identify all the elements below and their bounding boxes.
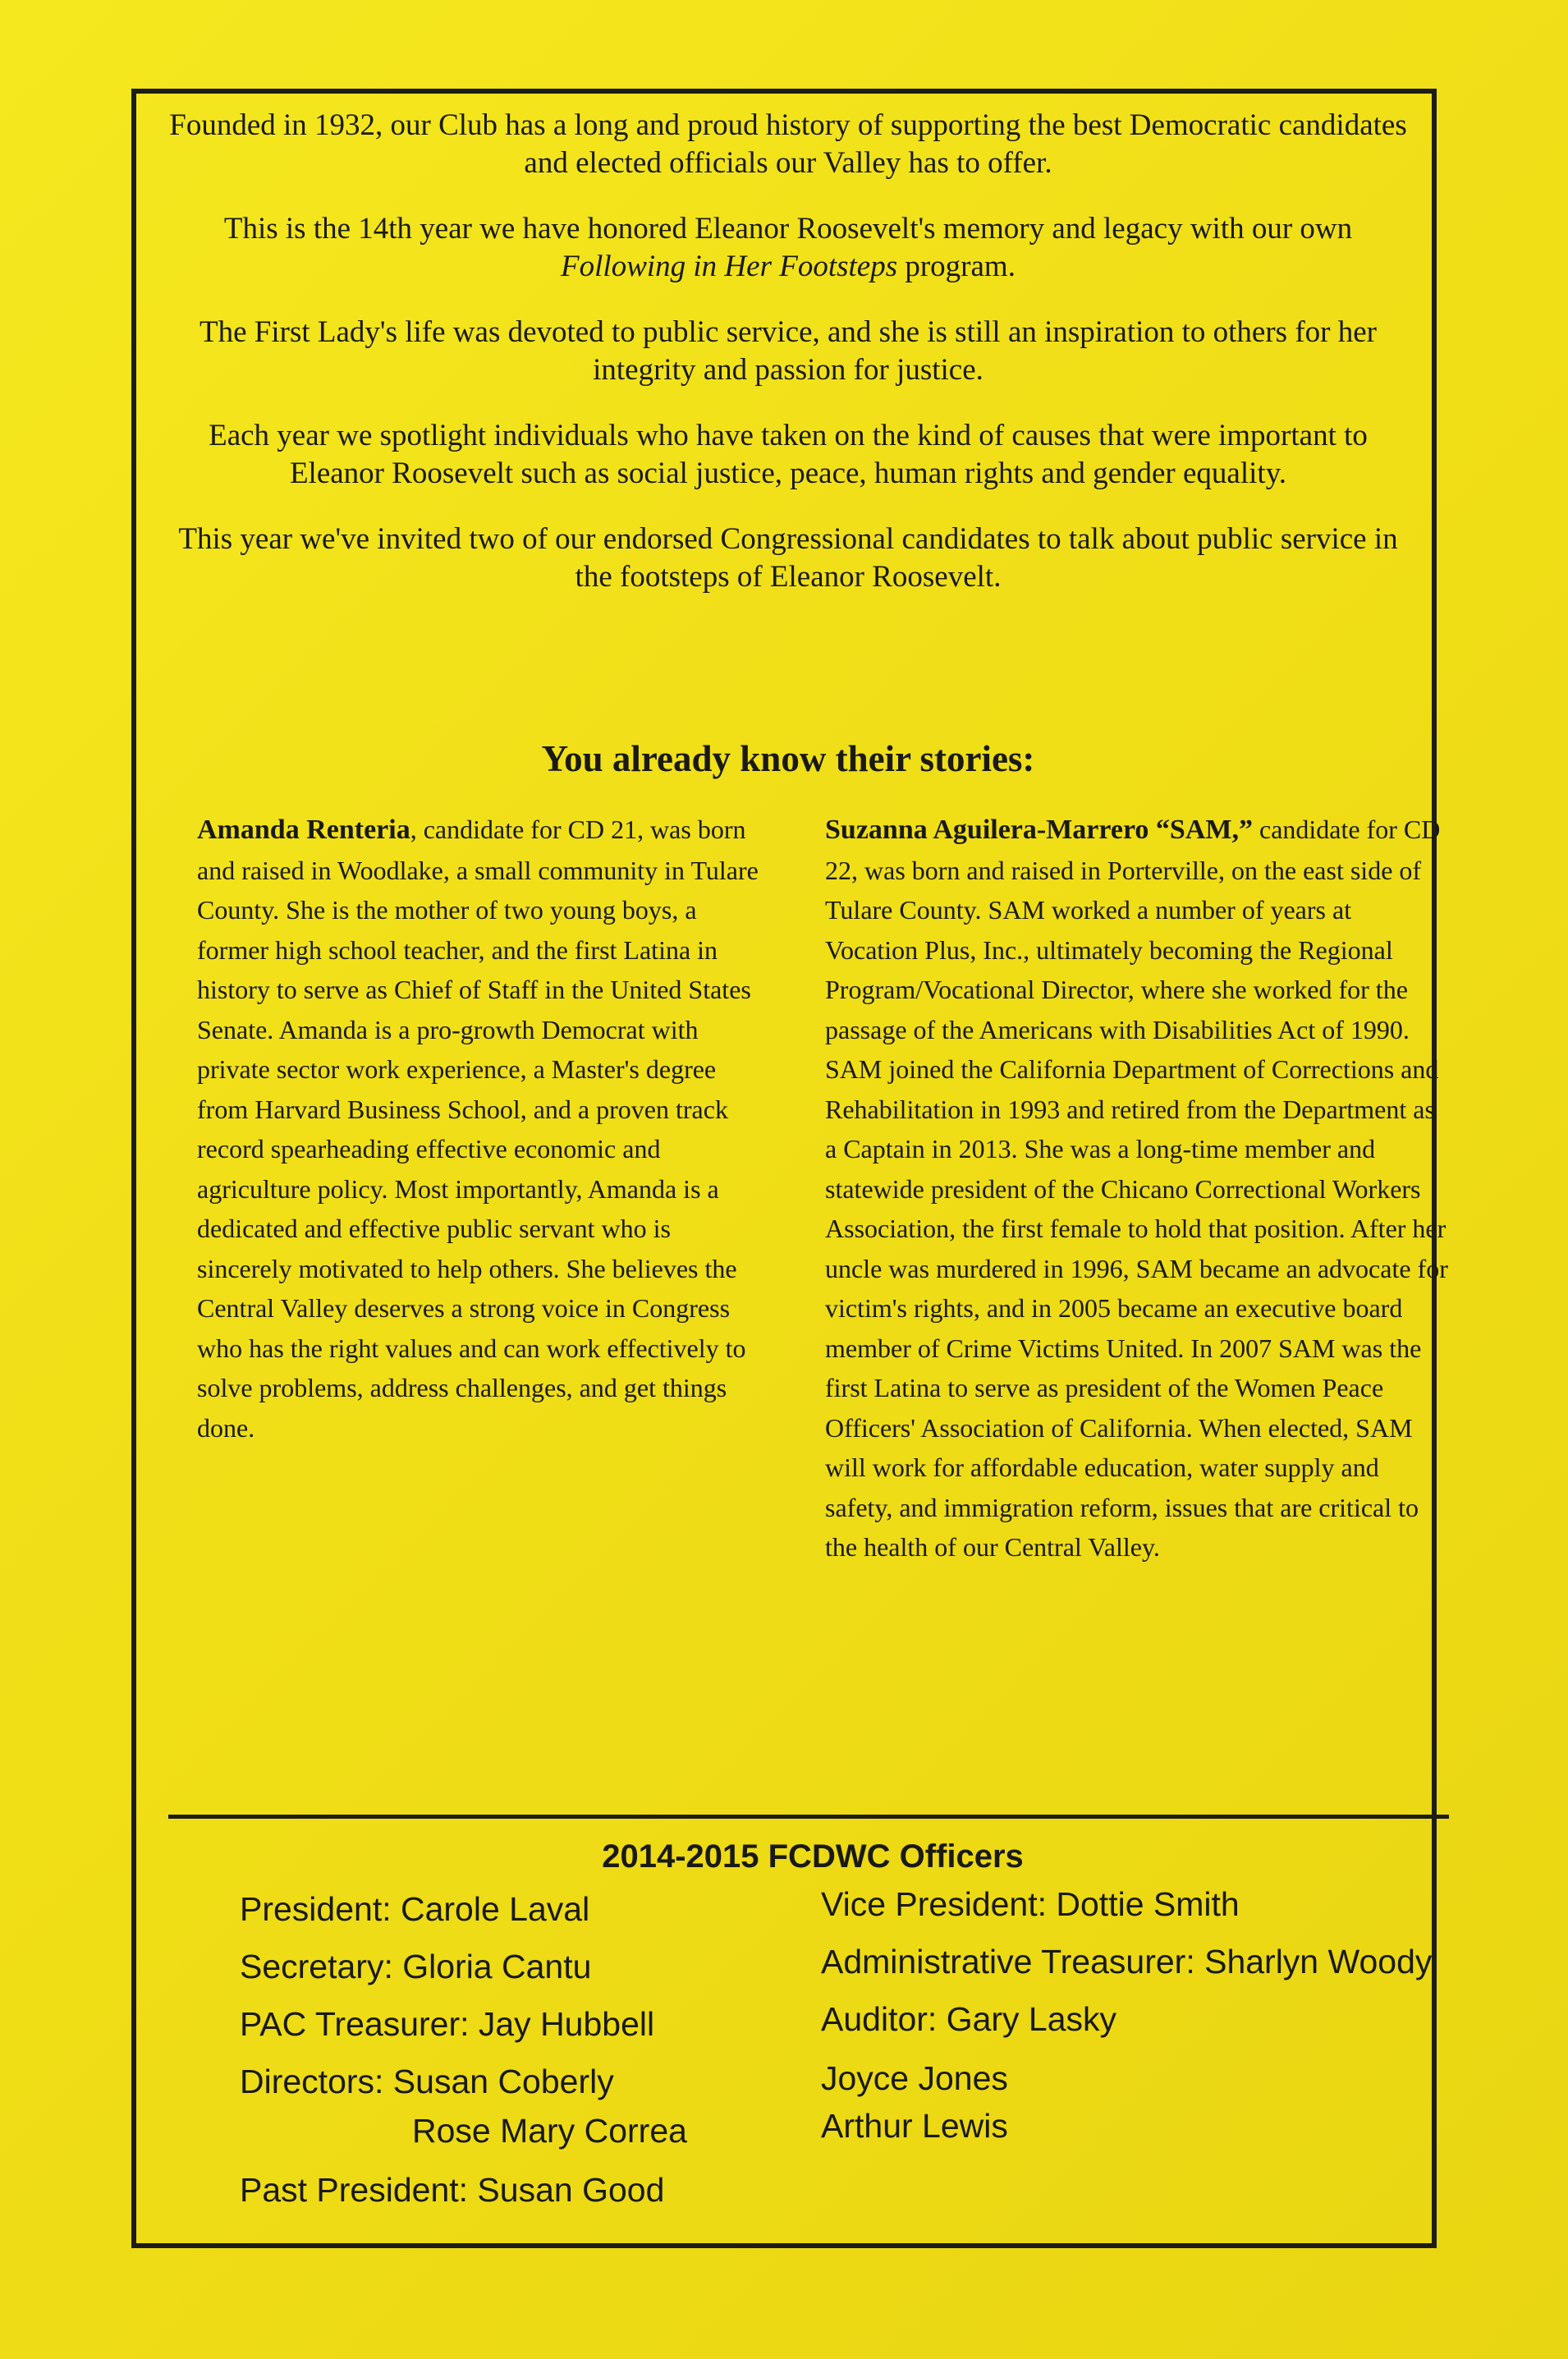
candidate-name: Suzanna Aguilera-Marrero “SAM,” <box>825 815 1253 845</box>
intro-paragraph-program <box>164 210 1412 286</box>
intro-paragraph-spotlight: Each year we spotlight individuals who have taken on the kind of causes that were important to Eleanor Roosevelt such as social justice, peace, human rights and gender equality. <box>209 419 1368 490</box>
officer-secretary: Secretary: Gloria Cantu <box>240 1948 592 1985</box>
officer-directors: Directors: Susan Coberly <box>240 2063 614 2100</box>
program-title: Following in Her Footsteps <box>561 250 898 283</box>
officer-vice-president: Vice President: Dottie Smith <box>821 1885 1240 1923</box>
candidate-bio-aguilera-marrero <box>825 810 1449 1567</box>
officer-admin-treasurer: Administrative Treasurer: Sharlyn Woody <box>821 1943 1433 1980</box>
intro-paragraph-founding: Founded in 1932, our Club has a long and proud history of supporting the best Democratic candidates and elected officials our Valley has to offer. <box>169 108 1407 180</box>
officer-director-lewis: Arthur Lewis <box>821 2107 1008 2145</box>
officer-director-jones: Joyce Jones <box>821 2059 1008 2097</box>
intro-paragraph-first-lady: The First Lady's life was devoted to public service, and she is still an inspiration to others for her integrity and passion for justice. <box>199 315 1377 387</box>
intro-section <box>164 107 1412 624</box>
officer-auditor: Auditor: Gary Lasky <box>821 2000 1117 2038</box>
candidate-name: Amanda Renteria <box>197 815 410 845</box>
program-text-start: This is the 14th year we have honored Eleanor Roosevelt's memory and legacy with our own <box>223 212 1353 246</box>
officer-president: President: Carole Laval <box>240 1890 590 1928</box>
officer-past-president: Past President: Susan Good <box>240 2171 665 2209</box>
intro-paragraph-invited: This year we've invited two of our endorsed Congressional candidates to talk about public service in the footsteps of Eleanor Roosevelt. <box>178 522 1398 594</box>
candidate-bio-text: candidate for CD 22, was born and raised in Porterville, on the east side of Tulare County. SAM worked a number of years at Vocation Plus, Inc., ultimately becoming the Regional Program/Vocational Director, where she worked for the passage of the Americans with Disabilities Act of 1990. SAM joined the California Department of Corrections and Rehabilitation in 1993 and retired from the Department as a Captain in 2013. She was a long-time member and statewide president of the Chicano Correctional Workers Association, the first female to hold that position. After her uncle was murdered in 1996, SAM became an advocate for victim's rights, and in 2005 became an executive board member of Crime Victims United. In 2007 SAM was the first Latina to serve as president of the Women Peace Officers' Association of California. When elected, SAM will work for affordable education, water supply and safety, and immigration reform, issues that are critical to the health of our Central Valley. <box>825 815 1448 1562</box>
stories-heading: You already know their stories: <box>541 738 1035 779</box>
candidate-bio-text: , candidate for CD 21, was born and raised in Woodlake, a small community in Tulare County. She is the mother of two young boys, a former high school teacher, and the first Latina in history to serve as Chief of Staff in the United States Senate. Amanda is a pro-growth Democrat with private sector work experience, a Master's degree from Harvard Business School, and a proven track record spearheading effective economic and agriculture policy. Most importantly, Amanda is a dedicated and effective public servant who is sincerely motivated to help others. She believes the Central Valley deserves a strong voice in Congress who has the right values and can work effectively to solve problems, address challenges, and get things done. <box>197 815 759 1443</box>
officers-title: 2014-2015 FCDWC Officers <box>602 1838 1024 1875</box>
officer-pac-treasurer: PAC Treasurer: Jay Hubbell <box>240 2005 655 2043</box>
program-text-end: program. <box>897 250 1016 283</box>
section-divider <box>168 1815 1449 1819</box>
candidate-bio-renteria <box>197 810 772 1448</box>
officer-director-correa: Rose Mary Correa <box>412 2112 687 2150</box>
